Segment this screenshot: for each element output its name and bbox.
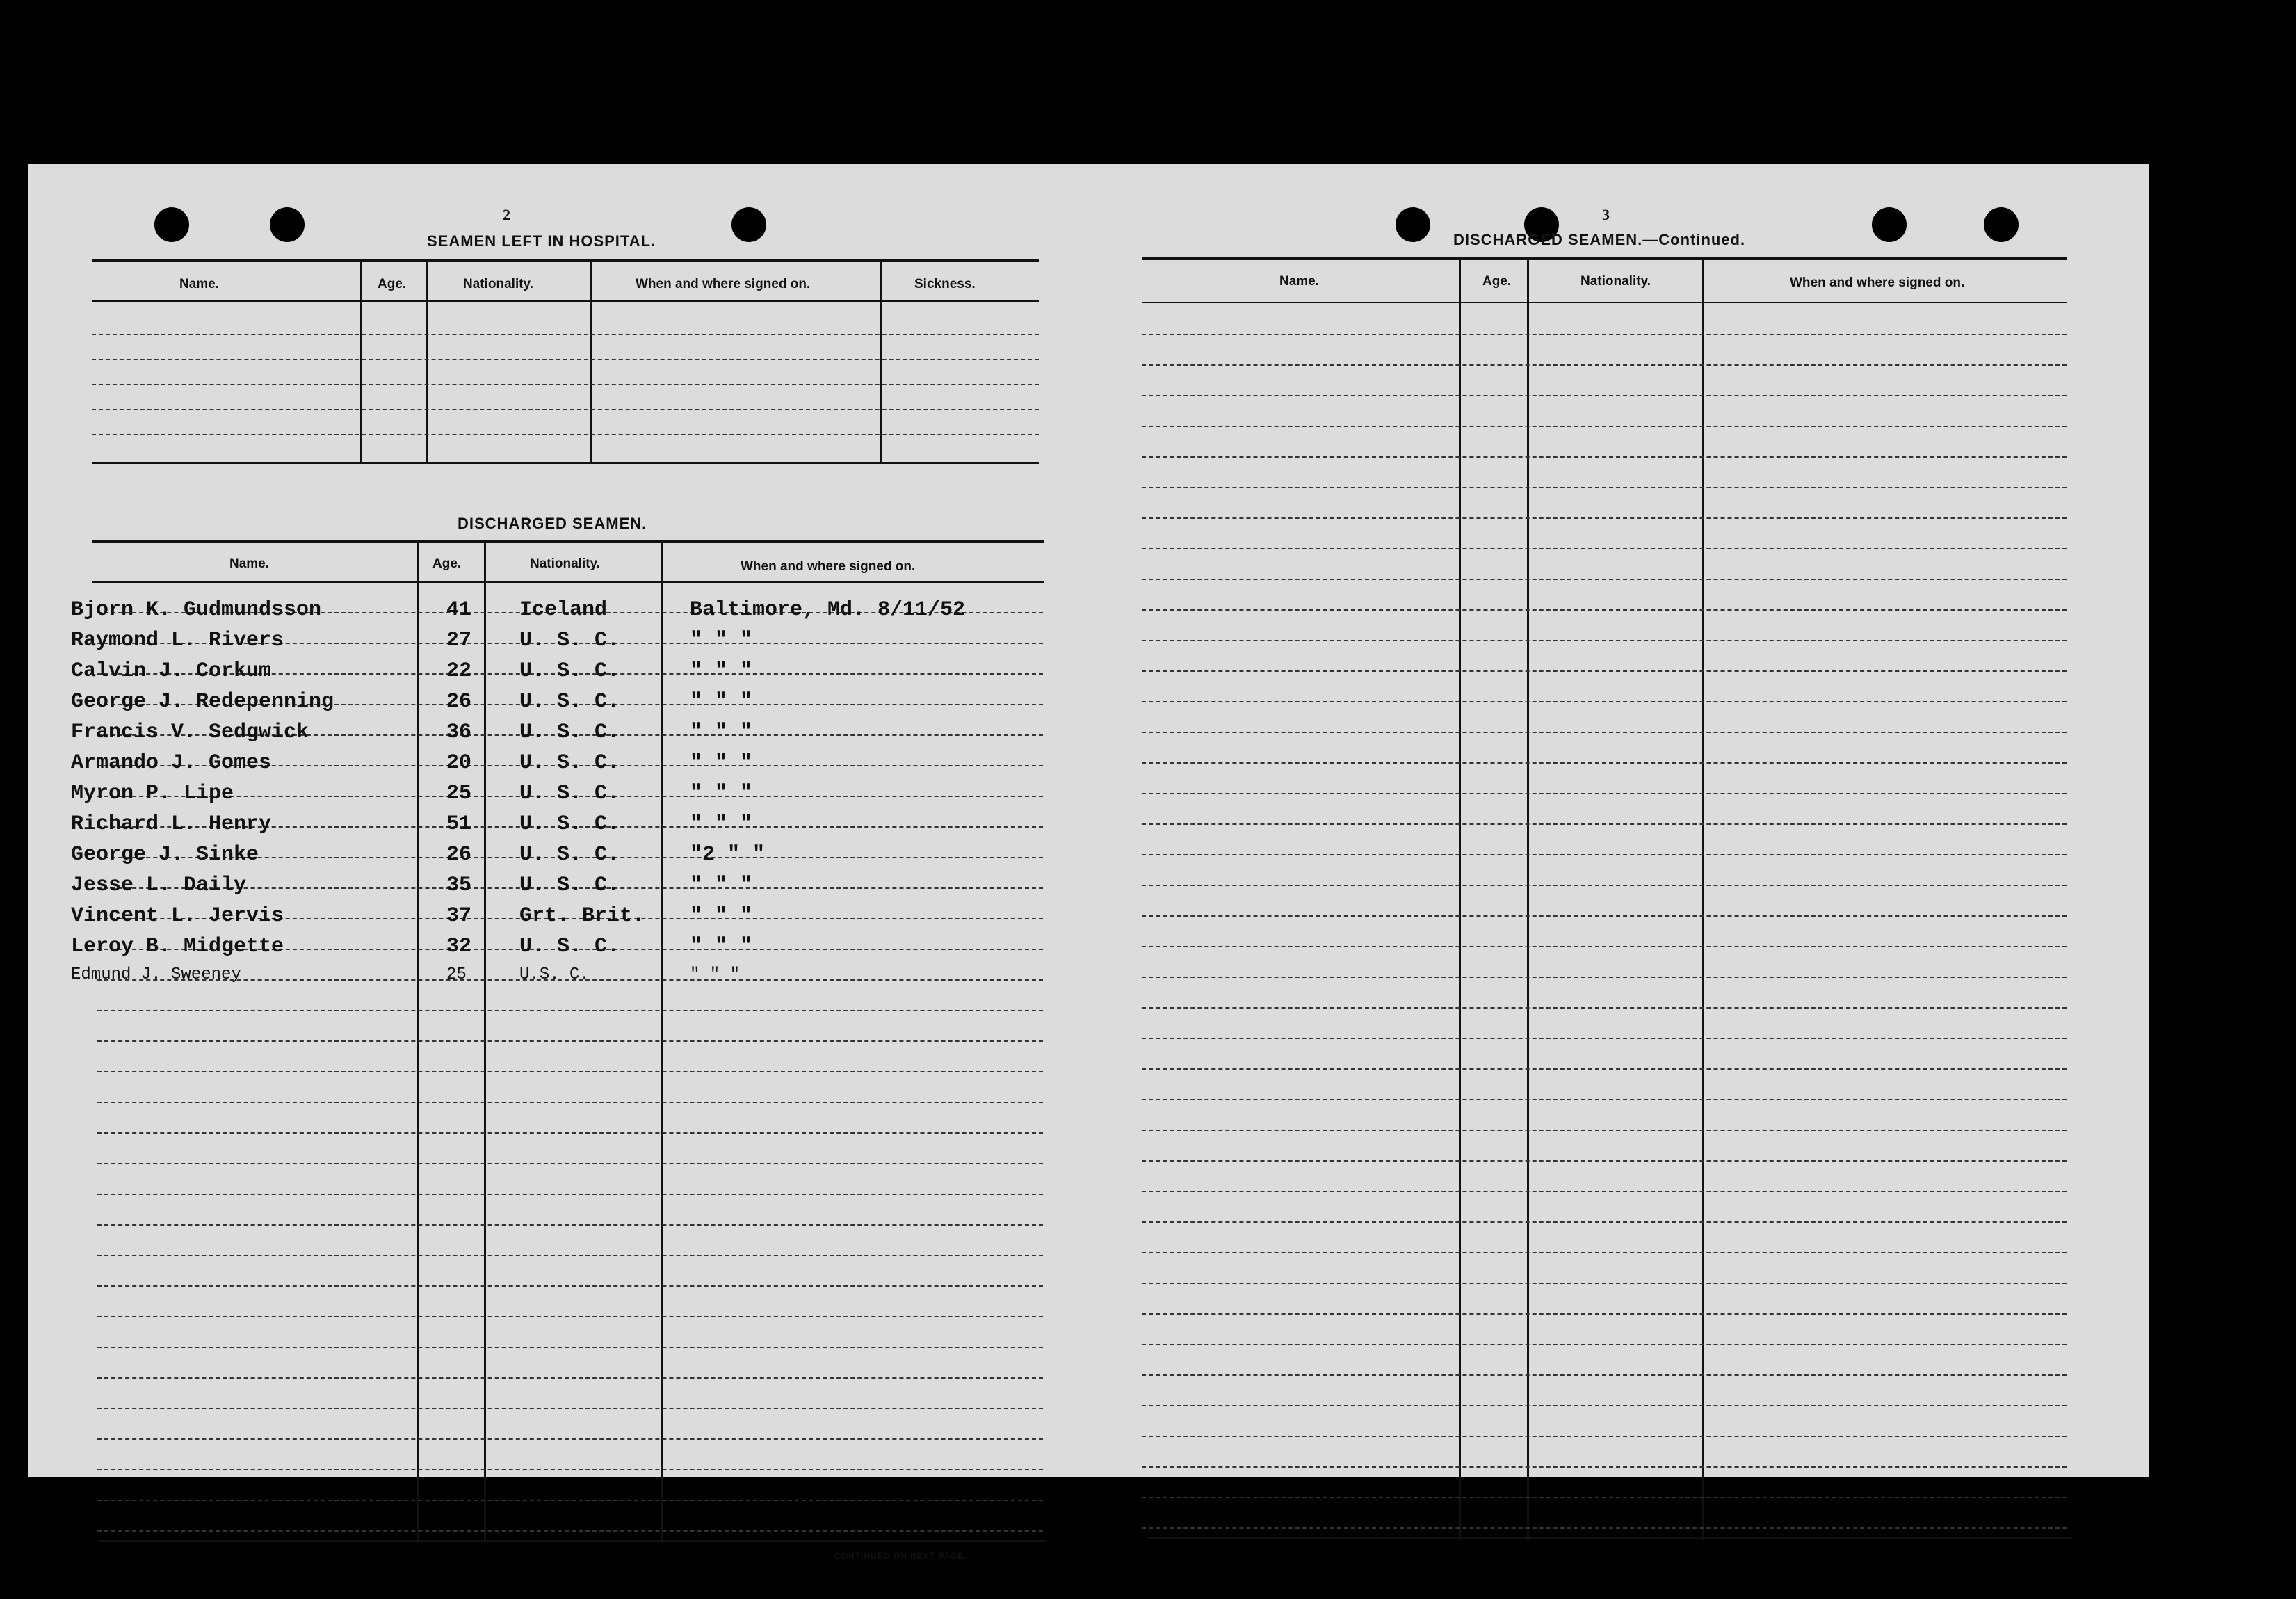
ruled-line <box>1142 1038 2067 1039</box>
seaman-name: George J. Sinke <box>71 843 259 867</box>
ruled-line <box>1142 1497 2067 1498</box>
ruled-line <box>97 1224 1043 1226</box>
ruled-line <box>1142 364 2067 366</box>
seaman-name: Leroy B. Midgette <box>71 935 284 958</box>
column-header-age: Age. <box>378 277 407 291</box>
ruled-line <box>97 1500 1043 1501</box>
seaman-name: Richard L. Henry <box>71 812 272 836</box>
column-header-age: Age. <box>1482 274 1512 289</box>
ruled-line <box>92 384 1039 385</box>
ruled-line <box>97 1255 1043 1256</box>
seaman-age: 26 <box>446 843 472 867</box>
seaman-name: Bjorn K. Gudmundsson <box>71 598 322 622</box>
seaman-name: Jesse L. Daily <box>71 874 247 897</box>
ruled-line <box>97 1010 1043 1011</box>
seaman-signed-on: "2 " " <box>690 843 766 867</box>
seaman-nationality: Grt. Brit. <box>519 904 645 928</box>
ruled-line <box>97 1071 1043 1072</box>
column-header-age: Age. <box>432 556 462 571</box>
seaman-age: 25 <box>446 965 467 984</box>
ruled-line <box>97 1347 1043 1348</box>
seaman-age: 26 <box>446 690 472 714</box>
ruled-line <box>1142 487 2067 488</box>
ruled-line <box>1142 1344 2067 1345</box>
ruled-line <box>1142 885 2067 886</box>
ruled-line <box>97 1469 1043 1470</box>
table-rule <box>1142 302 2067 303</box>
ruled-line <box>1142 946 2067 947</box>
seaman-signed-on: " " " <box>690 782 753 805</box>
ruled-line <box>1142 670 2067 672</box>
seaman-name: George J. Redepenning <box>71 690 334 714</box>
seaman-nationality: U. S. C. <box>519 690 620 714</box>
ruled-line <box>97 1530 1043 1532</box>
ruled-line <box>1142 1007 2067 1009</box>
column-header-name: Name. <box>1279 274 1320 289</box>
seaman-signed-on: " " " <box>690 690 753 714</box>
ruled-line <box>1142 1313 2067 1315</box>
seaman-age: 37 <box>446 904 472 928</box>
seaman-name: Edmund J. Sweeney <box>71 965 241 984</box>
ruled-line <box>97 1040 1043 1042</box>
column-header-sickness: Sickness. <box>914 277 976 291</box>
seaman-nationality: U. S. C. <box>519 843 620 867</box>
ruled-line <box>1142 1252 2067 1253</box>
column-divider <box>880 260 882 463</box>
column-header-nationality: Nationality. <box>530 556 600 571</box>
table-rule <box>92 581 1044 583</box>
ruled-line <box>1142 762 2067 764</box>
ruled-line <box>97 1102 1043 1103</box>
seaman-name: Francis V. Sedgwick <box>71 721 309 744</box>
seaman-signed-on: " " " <box>690 965 741 984</box>
ruled-line <box>1142 1191 2067 1192</box>
discharged-continued-title: DISCHARGED SEAMEN.—Continued. <box>1453 231 1746 248</box>
ruled-line <box>1142 1405 2067 1406</box>
column-header-nationality: Nationality. <box>463 277 533 291</box>
seaman-signed-on: " " " <box>690 751 753 775</box>
ruled-line <box>1142 334 2067 335</box>
ruled-line <box>97 1194 1043 1195</box>
seaman-nationality: U. S. C. <box>519 721 620 744</box>
seaman-name: Vincent L. Jervis <box>71 904 284 928</box>
seaman-age: 20 <box>446 751 472 775</box>
seaman-name: Calvin J. Corkum <box>71 659 272 683</box>
ruled-line <box>1142 793 2067 794</box>
discharged-section-title: DISCHARGED SEAMEN. <box>458 515 647 532</box>
seaman-nationality: U. S. C. <box>519 782 620 805</box>
ruled-line <box>97 1408 1043 1409</box>
ruled-line <box>92 434 1039 435</box>
seaman-nationality: U. S. C. <box>519 659 620 683</box>
ruled-line <box>1142 1130 2067 1131</box>
ruled-line <box>92 409 1039 410</box>
ruled-line <box>1142 1160 2067 1162</box>
table-rule <box>99 1540 1046 1542</box>
column-header-name: Name. <box>229 556 270 571</box>
seaman-age: 51 <box>446 812 472 836</box>
seaman-signed-on: " " " <box>690 935 753 958</box>
ruled-line <box>1142 517 2067 519</box>
seaman-age: 35 <box>446 874 472 897</box>
page-number: 3 <box>1602 206 1610 223</box>
seaman-age: 41 <box>446 598 472 622</box>
seaman-age: 27 <box>446 629 472 652</box>
ruled-line <box>1142 915 2067 917</box>
right-page <box>1085 164 2149 1477</box>
column-divider <box>1459 260 1461 1540</box>
ruled-line <box>1142 701 2067 702</box>
seaman-signed-on: " " " <box>690 904 753 928</box>
column-header-signed-on: When and where signed on. <box>1790 275 1965 290</box>
seaman-age: 25 <box>446 782 472 805</box>
column-header-signed-on: When and where signed on. <box>636 277 811 291</box>
page-number: 2 <box>503 206 510 223</box>
ruled-line <box>1142 548 2067 549</box>
seaman-nationality: U. S. C. <box>519 812 620 836</box>
seaman-nationality: Iceland <box>519 598 608 622</box>
column-header-name: Name. <box>179 277 220 291</box>
column-divider <box>661 543 663 1543</box>
seaman-signed-on: " " " <box>690 874 753 897</box>
ruled-line <box>1142 854 2067 855</box>
ruled-line <box>1142 1068 2067 1070</box>
ruled-line <box>1142 395 2067 396</box>
seaman-signed-on: " " " <box>690 629 753 652</box>
seaman-nationality: U. S. C. <box>519 751 620 775</box>
seaman-nationality: U. S. C. <box>519 874 620 897</box>
seaman-signed-on: " " " <box>690 721 753 744</box>
column-divider <box>1527 260 1529 1540</box>
seaman-name: Myron P. Lipe <box>71 782 234 805</box>
seaman-signed-on: Baltimore, Md. 8/11/52 <box>690 598 966 622</box>
column-header-signed-on: When and where signed on. <box>741 559 916 574</box>
ruled-line <box>97 1377 1043 1379</box>
ruled-line <box>97 1163 1043 1164</box>
table-rule <box>92 259 1039 262</box>
table-rule <box>92 462 1039 464</box>
ruled-line <box>97 1438 1043 1440</box>
ruled-line <box>97 1285 1043 1287</box>
column-divider <box>417 543 419 1543</box>
seaman-name: Raymond L. Rivers <box>71 629 284 652</box>
seaman-name: Armando J. Gomes <box>71 751 272 775</box>
ruled-line <box>97 1316 1043 1317</box>
seaman-age: 22 <box>446 659 472 683</box>
ruled-line <box>1142 640 2067 641</box>
seaman-nationality: U. S. C. <box>519 935 620 958</box>
ruled-line <box>97 1132 1043 1134</box>
ruled-line <box>1142 1527 2067 1529</box>
seaman-age: 36 <box>446 721 472 744</box>
table-rule <box>92 540 1044 543</box>
column-divider <box>590 260 592 463</box>
ruled-line <box>1142 1283 2067 1284</box>
column-divider <box>484 543 486 1543</box>
ruled-line <box>92 359 1039 360</box>
ruled-line <box>1142 1374 2067 1376</box>
ruled-line <box>1142 1436 2067 1437</box>
ruled-line <box>1142 1099 2067 1100</box>
table-rule <box>1142 257 2067 260</box>
ruled-line <box>1142 823 2067 825</box>
hospital-section-title: SEAMEN LEFT IN HOSPITAL. <box>427 232 656 250</box>
left-page <box>28 164 1085 1561</box>
table-rule <box>1147 1537 2072 1539</box>
ruled-line <box>1142 1221 2067 1223</box>
column-divider <box>1702 260 1704 1540</box>
seaman-age: 32 <box>446 935 472 958</box>
table-rule <box>92 300 1039 302</box>
seaman-signed-on: " " " <box>690 812 753 836</box>
ruled-line <box>1142 732 2067 733</box>
seaman-signed-on: " " " <box>690 659 753 683</box>
column-header-nationality: Nationality. <box>1580 274 1651 289</box>
column-divider <box>360 260 362 463</box>
ruled-line <box>1142 1466 2067 1468</box>
ruled-line <box>1142 579 2067 580</box>
ruled-line <box>92 334 1039 335</box>
ruled-line <box>1142 977 2067 978</box>
continued-note: CONTINUED ON NEXT PAGE. <box>834 1551 967 1561</box>
seaman-nationality: U.S. C. <box>519 965 590 984</box>
ruled-line <box>1142 456 2067 458</box>
column-divider <box>426 260 428 463</box>
seaman-nationality: U. S. C. <box>519 629 620 652</box>
ruled-line <box>1142 609 2067 611</box>
ruled-line <box>1142 426 2067 427</box>
document-paper <box>28 164 2149 1561</box>
